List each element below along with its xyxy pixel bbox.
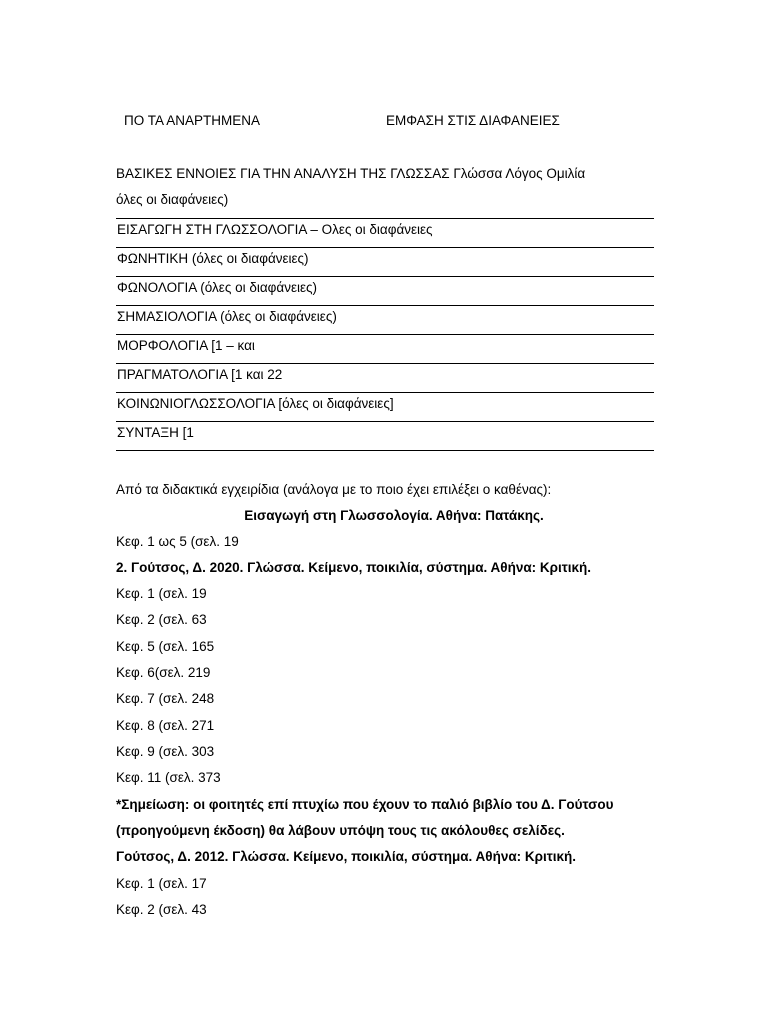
topics-table <box>116 218 654 451</box>
intro-line-1: ΒΑΣΙΚΕΣ ΕΝΝΟΙΕΣ ΓΙΑ ΤΗΝ ΑΝΑΛΥΣΗ ΤΗΣ ΓΛΩΣΣΑΣ Γλώσσα Λόγος Ομιλία <box>116 166 586 181</box>
book2-chapter: Κεφ. 2 (σελ. 63 <box>116 612 207 627</box>
book3-title: Γούτσος, Δ. 2012. Γλώσσα. Κείμενο, ποικιλία, σύστημα. Αθήνα: Κριτική. <box>116 849 577 864</box>
book3-chapter: Κεφ. 1 (σελ. 17 <box>116 876 207 891</box>
topic-row: ΜΟΡΦΟΛΟΓΙΑ [1 – και <box>116 335 654 364</box>
textbooks-intro: Από τα διδακτικά εγχειρίδια (ανάλογα με το ποιο έχει επιλέξει ο καθένας): <box>116 482 552 497</box>
book3-chapter: Κεφ. 2 (σελ. 43 <box>116 902 207 917</box>
topic-row: ΣΥΝΤΑΞΗ [1 <box>116 422 654 451</box>
topic-row: ΠΡΑΓΜΑΤΟΛΟΓΙΑ [1 και 22 <box>116 364 654 393</box>
topic-row: ΚΟΙΝΩΝΙΟΓΛΩΣΣΟΛΟΓΙΑ [όλες οι διαφάνειες] <box>116 393 654 422</box>
book2-chapter: Κεφ. 9 (σελ. 303 <box>116 744 215 759</box>
header-left-title: ΠΟ ΤΑ ΑΝΑΡΤΗΜΕΝΑ <box>124 113 261 128</box>
book2-chapter: Κεφ. 7 (σελ. 248 <box>116 691 215 706</box>
book2-chapter: Κεφ. 11 (σελ. 373 <box>116 770 221 785</box>
book2-chapter: Κεφ. 8 (σελ. 271 <box>116 718 215 733</box>
header-right-title: ΕΜΦΑΣΗ ΣΤΙΣ ΔΙΑΦΑΝΕΙΕΣ <box>386 113 560 128</box>
book2-title: 2. Γούτσος, Δ. 2020. Γλώσσα. Κείμενο, ποικιλία, σύστημα. Αθήνα: Κριτική. <box>116 560 592 575</box>
topic-row: ΦΩΝΟΛΟΓΙΑ (όλες οι διαφάνειες) <box>116 277 654 306</box>
topic-row: ΕΙΣΑΓΩΓΗ ΣΤΗ ΓΛΩΣΣΟΛΟΓΙΑ – Ολες οι διαφάνειες <box>116 219 654 248</box>
intro-line-2: όλες οι διαφάνειες) <box>116 192 229 207</box>
book2-chapter: Κεφ. 5 (σελ. 165 <box>116 639 215 654</box>
book2-chapter: Κεφ. 6(σελ. 219 <box>116 665 211 680</box>
note-line-1: *Σημείωση: οι φοιτητές επί πτυχίω που έχουν το παλιό βιβλίο του Δ. Γούτσου <box>116 797 614 812</box>
book1-title: Εισαγωγή στη Γλωσσολογία. Αθήνα: Πατάκης. <box>244 508 544 523</box>
note-line-2: (προηγούμενη έκδοση) θα λάβουν υπόψη τους τις ακόλουθες σελίδες. <box>116 823 565 838</box>
topic-row: ΦΩΝΗΤΙΚΗ (όλες οι διαφάνειες) <box>116 248 654 277</box>
topic-row: ΣΗΜΑΣΙΟΛΟΓΙΑ (όλες οι διαφάνειες) <box>116 306 654 335</box>
book1-chapters: Κεφ. 1 ως 5 (σελ. 19 <box>116 534 239 549</box>
book2-chapter: Κεφ. 1 (σελ. 19 <box>116 586 207 601</box>
